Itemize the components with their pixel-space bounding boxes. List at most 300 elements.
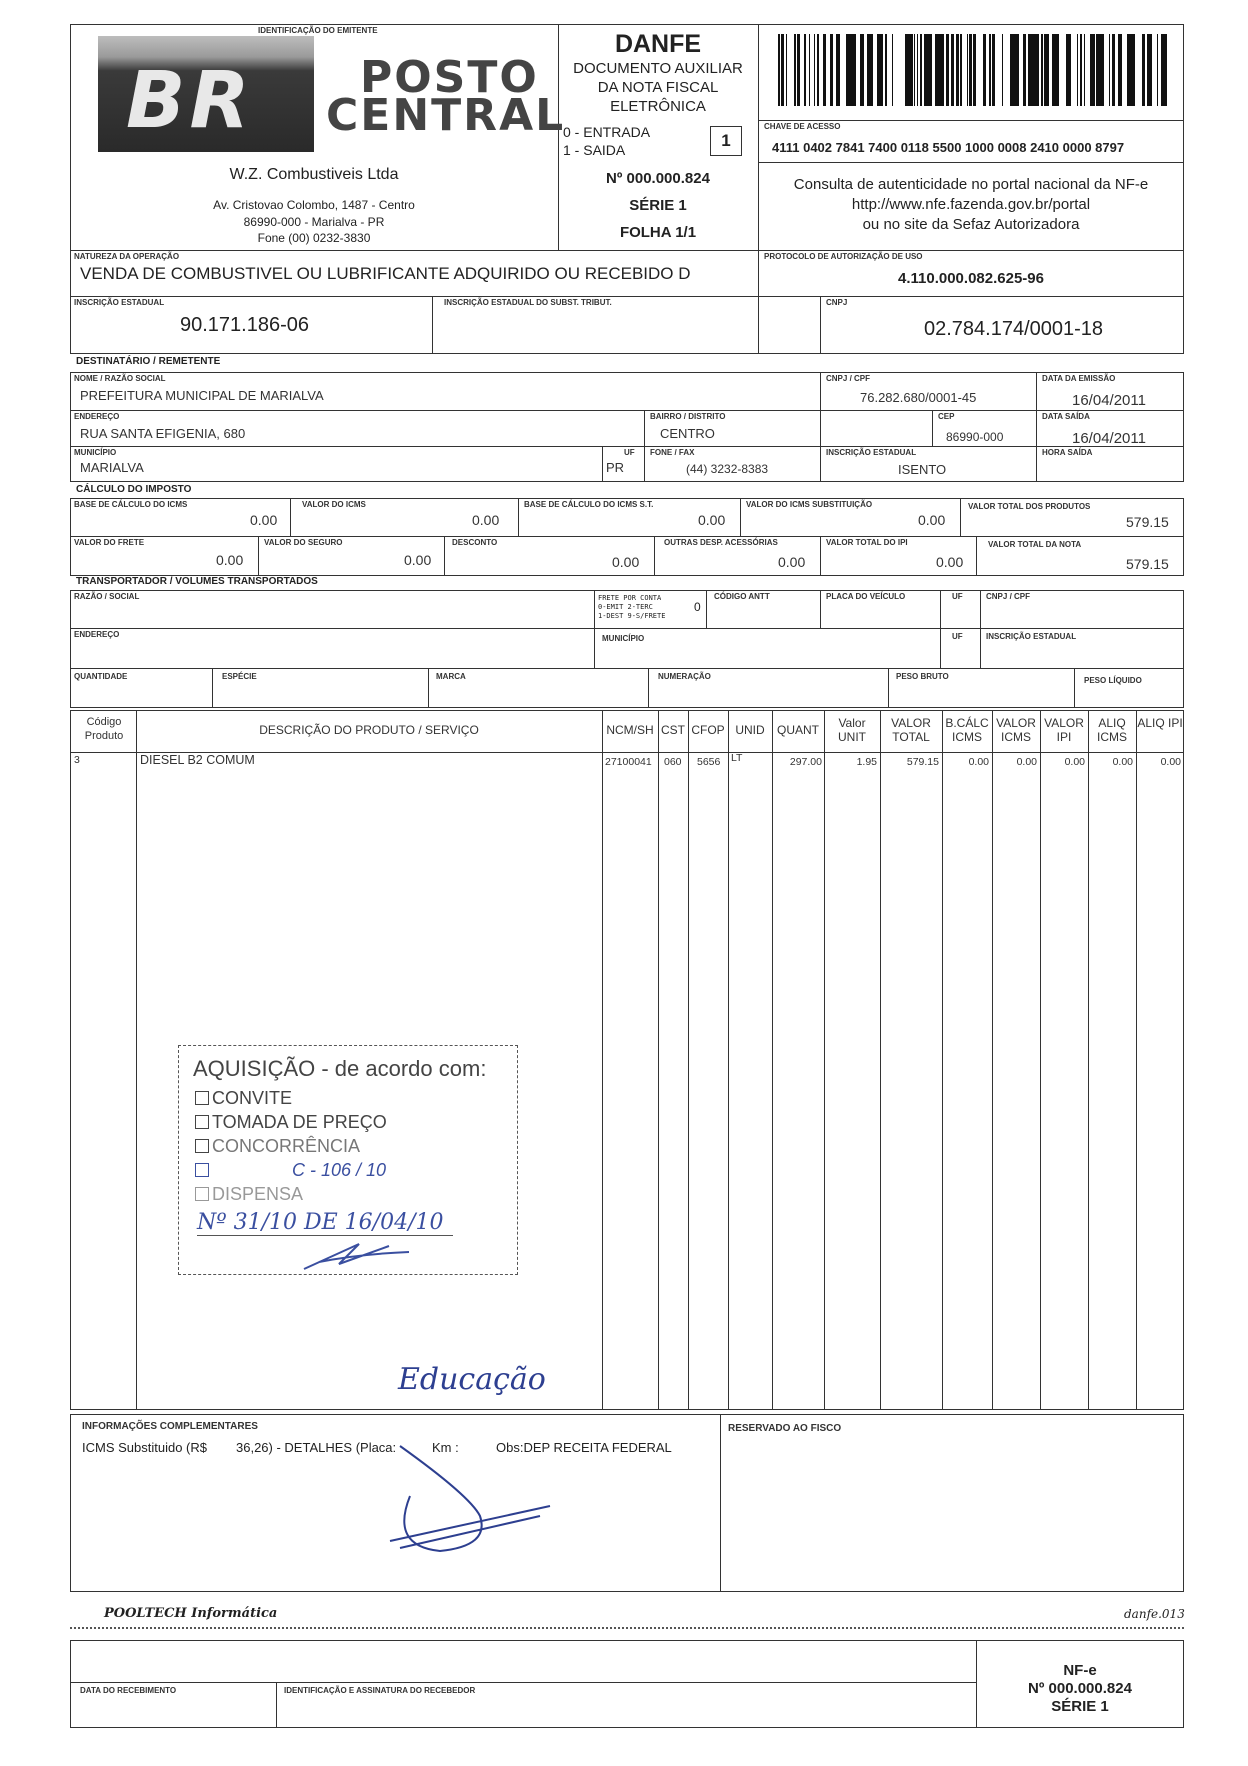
barcode-bar [814,34,815,106]
total-nota-value: 579.15 [1126,556,1169,572]
checkbox-checked-icon [195,1163,209,1177]
tipo-box: 1 [710,126,742,156]
barcode-bar [1120,34,1122,106]
dest-endereco-label: ENDEREÇO [74,412,120,421]
divider [70,296,1184,297]
total-nota-label: VALOR TOTAL DA NOTA [988,540,1082,549]
barcode-bar [1150,34,1151,106]
th-quant: QUANT [777,723,819,737]
table-column-divider [688,710,689,1410]
barcode-bar [853,34,856,106]
th-descricao: DESCRIÇÃO DO PRODUTO / SERVIÇO [259,723,479,737]
barcode-bar [1090,34,1092,106]
table-column-divider [824,710,825,1410]
barcode-bar [1118,34,1120,106]
consulta-line-3: ou no site da Sefaz Autorizadora [862,216,1080,233]
divider [980,590,981,668]
br-logo-text: BR [126,56,254,146]
barcode-bar [1052,34,1054,106]
dest-nome-label: NOME / RAZÃO SOCIAL [74,374,166,383]
divider [70,628,1184,629]
barcode-bar [910,34,913,106]
icms-label: VALOR DO ICMS [302,500,366,509]
barcode-bar [930,34,932,106]
stamp-option-concorrencia-label: CONCORRÊNCIA [212,1136,361,1156]
divider [758,120,1184,121]
barcode-bar [870,34,872,106]
stamp-option-concorrencia [195,1136,360,1157]
placa-label: PLACA DO VEÍCULO [826,592,906,601]
barcode-bar [1128,34,1130,106]
barcode-bar [880,34,882,106]
barcode-bar [1013,34,1014,106]
barcode-bar [967,34,968,106]
emitente-section-label: IDENTIFICAÇÃO DO EMITENTE [258,26,378,35]
stamp-signature-scribble [299,1234,419,1274]
table-column-divider [1136,710,1137,1410]
checkbox-icon [195,1091,209,1105]
barcode-bar [956,34,959,106]
barcode-bar [1162,34,1164,106]
barcode-bar [1092,34,1095,106]
info-text-2: 36,26) - DETALHES (Placa: [236,1440,397,1455]
especie-label: ESPÉCIE [222,672,257,681]
ie-st-label: INSCRIÇÃO ESTADUAL DO SUBST. TRIBUT. [444,298,612,307]
table-column-divider [602,710,603,1410]
ipi-value: 0.00 [936,554,964,570]
emissao-label: DATA DA EMISSÃO [1042,374,1116,383]
barcode-bar [942,34,944,106]
data-saida-value: 16/04/2011 [1072,430,1146,447]
natureza-value: VENDA DE COMBUSTIVEL OU LUBRIFICANTE ADQUIRIDO OU RECEBIDO D [80,264,691,283]
barcode-bar [1133,34,1135,106]
th-vicms: VALOR ICMS [996,716,1036,744]
barcode-bar [1165,34,1167,106]
barcode-bar [863,34,864,106]
handwritten-signature: Educação [398,1362,546,1397]
info-label: INFORMAÇÕES COMPLEMENTARES [82,1421,258,1432]
razao-label: RAZÃO / SOCIAL [74,592,140,601]
barcode-bar [914,34,915,106]
total-prod-label: VALOR TOTAL DOS PRODUTOS [968,502,1091,511]
barcode-bar [935,34,937,106]
vendor-name: POOLTECH Informática [104,1606,278,1621]
danfe-subtitle-2: DA NOTA FISCAL [597,79,719,96]
imposto-section: CÁLCULO DO IMPOSTO [76,484,192,495]
barcode-bar [993,34,995,106]
bc-st-label: BASE DE CÁLCULO DO ICMS S.T. [524,500,654,509]
cnpj-value: 02.784.174/0001-18 [924,318,1104,340]
th-codigo: Código Produto [84,716,124,742]
barcode-bar [983,34,986,106]
barcode-bar [1002,34,1003,106]
frete-conta-2: 0-EMIT 2-TERC [598,603,653,611]
barcode-bar [847,34,850,106]
transp-municipio-label: MUNICÍPIO [602,634,645,643]
barcode-bar [1036,34,1039,106]
stamp-option-convite-label: CONVITE [212,1088,293,1108]
td-descricao: DIESEL B2 COMUM [140,753,255,767]
barcode-bar [1109,34,1110,106]
stamp-option-convite [195,1088,292,1109]
table-column-divider [1088,710,1089,1410]
stamp-option-dispensa-label: DISPENSA [212,1184,304,1204]
bc-icms-label: BASE DE CÁLCULO DO ICMS [74,500,188,509]
barcode-bar [908,34,910,106]
th-unid: UNID [735,723,765,737]
divider [740,498,741,536]
barcode-bar [1099,34,1102,106]
td-aipi: 0.00 [1160,756,1181,768]
barcode-bar [992,34,993,106]
receipt-serie: SÉRIE 1 [1051,1698,1109,1715]
divider [644,410,645,482]
barcode-bar [973,34,974,106]
td-vunit: 1.95 [856,756,877,768]
stamp-handwritten-number: C - 106 / 10 [292,1160,387,1180]
frete-conta-value: 0 [694,600,701,614]
antt-label: CÓDIGO ANTT [714,592,770,601]
transp-uf2-label: UF [952,632,963,641]
ie-label: INSCRIÇÃO ESTADUAL [74,298,165,307]
divider [70,536,1184,537]
frete-conta-1: FRETE POR CONTA [598,594,662,602]
table-column-divider [942,710,943,1410]
data-saida-label: DATA SAÍDA [1042,412,1090,421]
barcode-bar [1054,34,1057,106]
uf-value: PR [606,460,625,475]
divider [940,590,941,668]
barcode-bar [1047,34,1049,106]
divider [70,668,1184,669]
transportador-section: TRANSPORTADOR / VOLUMES TRANSPORTADOS [76,576,318,587]
barcode-bar [830,34,833,106]
td-ncm: 27100041 [605,756,652,768]
divider [888,668,889,708]
brand-line1: POSTO [360,52,539,103]
divider [594,590,595,668]
th-aicms: ALIQ ICMS [1097,716,1127,744]
barcode-bar [1080,34,1082,106]
table-column-divider [658,710,659,1410]
danfe-title: DANFE [614,30,702,58]
divider [1036,372,1037,482]
barcode-bar [1044,34,1047,106]
frete-value: 0.00 [216,552,244,568]
barcode-bar [1144,34,1145,106]
divider [258,536,259,576]
checkbox-icon [195,1115,209,1129]
dest-endereco: RUA SANTA EFIGENIA, 680 [80,426,246,441]
barcode-bar [817,34,818,106]
receipt-numero: Nº 000.000.824 [1028,1680,1132,1697]
td-vipi: 0.00 [1064,756,1085,768]
table-column-divider [1040,710,1041,1410]
desconto-label: DESCONTO [452,538,498,547]
barcode-bar [1096,34,1099,106]
th-cfop: CFOP [691,723,725,737]
barcode-bar [1057,34,1059,106]
table-column-divider [992,710,993,1410]
barcode-bar [946,34,949,106]
ie-value: 90.171.186-06 [180,314,310,336]
divider [70,410,1184,411]
divider [932,410,933,446]
company-phone: Fone (00) 0232-3830 [257,231,371,245]
stamp-title: AQUISIÇÃO - de acordo com: [193,1056,487,1081]
icms-st-value: 0.00 [918,512,946,528]
checkbox-icon [195,1187,209,1201]
barcode-bar [818,34,819,106]
barcode-bar [786,34,787,106]
bairro-value: CENTRO [660,426,715,441]
frete-conta-3: 1-DEST 9-S/FRETE [598,612,666,620]
divider [960,498,961,536]
barcode-bar [960,34,962,106]
barcode-bar [1035,34,1036,106]
barcode-bar [989,34,991,106]
th-aipi: ALIQ IPI [1137,716,1183,730]
barcode-bar [1023,34,1024,106]
danfe-subtitle-1: DOCUMENTO AUXILIAR [573,60,743,77]
stamp-option-tomada-label: TOMADA DE PREÇO [212,1112,387,1132]
stamp-option-dispensa [195,1184,303,1205]
stamp-option-tomada [195,1112,387,1133]
divider [758,162,1184,163]
barcode-bar [1034,34,1035,106]
divider [820,296,821,354]
checkbox-icon [195,1139,209,1153]
chave-label: CHAVE DE ACESSO [764,122,841,131]
cut-line [70,1627,1184,1629]
bc-icms-value: 0.00 [250,512,278,528]
info-signature-scribble [380,1436,560,1556]
icms-value: 0.00 [472,512,500,528]
barcode-bar [846,34,847,106]
barcode-bar [778,34,780,106]
barcode-bar [892,34,893,106]
cep-label: CEP [938,412,955,421]
barcode-bar [927,34,930,106]
desconto-value: 0.00 [612,554,640,570]
info-text-1: ICMS Substituido (R$ [82,1440,207,1455]
barcode-bar [872,34,873,106]
dest-ie-label: INSCRIÇÃO ESTADUAL [826,448,917,457]
divider [70,1682,976,1683]
danfe-serie: SÉRIE 1 [629,197,687,214]
barcode-bar [969,34,972,106]
cnpj-label: CNPJ [826,298,848,307]
document-code: danfe.013 [1124,1607,1185,1621]
danfe-numero: Nº 000.000.824 [606,170,710,187]
td-codigo: 3 [74,754,80,766]
barcode-bar [1066,34,1068,106]
divider [720,1414,721,1592]
barcode-bar [1031,34,1034,106]
municipio-value: MARIALVA [80,460,144,475]
barcode-bar [877,34,880,106]
barcode-bar [940,34,942,106]
th-bcicms: B.CÁLC ICMS [945,716,989,744]
barcode-bar [1164,34,1165,106]
barcode-bar [925,34,927,106]
quantidade-label: QUANTIDADE [74,672,128,681]
transp-endereco-label: ENDEREÇO [74,630,120,639]
barcode-bar [850,34,853,106]
dest-cnpj: 76.282.680/0001-45 [860,390,977,405]
barcode-bar [1028,34,1031,106]
barcode-bar [838,34,840,106]
consulta-line-1: Consulta de autenticidade no portal nacional da NF-e [793,176,1149,193]
fone-value: (44) 3232-8383 [686,462,769,476]
protocolo-value: 4.110.000.082.625-96 [898,270,1044,287]
transp-cnpj-label: CNPJ / CPF [986,592,1031,601]
peso-bruto-label: PESO BRUTO [896,672,949,681]
fisco-label: RESERVADO AO FISCO [728,1423,842,1434]
divider [432,296,433,354]
barcode-bar [975,34,976,106]
barcode-bar [1130,34,1133,106]
stamp-option-dispensa-check [195,1160,386,1181]
uf-label: UF [624,448,635,457]
barcode-bar [781,34,783,106]
barcode-bar [1102,34,1104,106]
barcode-bar [809,34,810,106]
divider [654,536,655,576]
company-address-1: Av. Cristovao Colombo, 1487 - Centro [213,198,415,212]
numeracao-label: NUMERAÇÃO [658,672,711,681]
transp-uf-label: UF [952,592,963,601]
transp-ie-label: INSCRIÇÃO ESTADUAL [986,632,1077,641]
dest-nome: PREFEITURA MUNICIPAL DE MARIALVA [80,388,324,403]
barcode-bar [920,34,922,106]
bairro-label: BAIRRO / DISTRITO [650,412,726,421]
divider [518,498,519,536]
barcode-bar [905,34,906,106]
divider [290,498,291,536]
stamp-numero: Nº 31/10 DE 16/04/10 [197,1210,453,1236]
assinatura-label: IDENTIFICAÇÃO E ASSINATURA DO RECEBEDOR [284,1686,476,1695]
barcode-bar [1157,34,1158,106]
barcode-bar [906,34,908,106]
td-cfop: 5656 [697,756,721,768]
frete-label: VALOR DO FRETE [74,538,145,547]
td-vicms: 0.00 [1016,756,1037,768]
barcode-bar [1127,34,1128,106]
destinatario-section: DESTINATÁRIO / REMETENTE [76,356,221,367]
barcode-bar [823,34,826,106]
brand-line2: CENTRAL [326,90,566,141]
divider [212,668,213,708]
divider [444,536,445,576]
divider [820,372,821,482]
divider [648,668,649,708]
barcode-bar [1068,34,1071,106]
barcode-bar [868,34,870,106]
total-prod-value: 579.15 [1126,514,1169,530]
divider [820,590,821,628]
barcode-bar [1014,34,1017,106]
table-column-divider [880,710,881,1410]
bc-st-value: 0.00 [698,512,726,528]
barcode-bar [794,34,796,106]
barcode-bar [917,34,918,106]
company-name: W.Z. Combustiveis Ltda [229,166,399,183]
table-column-divider [136,710,137,1410]
td-cst: 060 [664,756,682,768]
emissao-value: 16/04/2011 [1072,392,1146,409]
divider [602,446,603,482]
company-address-2: 86990-000 - Marialva - PR [243,215,385,229]
consulta-line-2: http://www.nfe.fazenda.gov.br/portal [851,196,1091,213]
barcode-bar [1142,34,1144,106]
receipt-nfe: NF-e [1063,1662,1097,1679]
divider [428,668,429,708]
outras-label: OUTRAS DESP. ACESSÓRIAS [664,538,778,547]
cep-value: 86990-000 [946,430,1004,444]
td-aicms: 0.00 [1112,756,1133,768]
barcode-bar [783,34,784,106]
saida-option: 1 - SAIDA [563,142,626,158]
entrada-option: 0 - ENTRADA [563,124,651,140]
barcode [778,34,1168,106]
divider [70,446,1184,447]
outras-value: 0.00 [778,554,806,570]
barcode-bar [1041,34,1043,106]
barcode-bar [1010,34,1013,106]
barcode-bar [974,34,975,106]
barcode-bar [867,34,868,106]
fone-label: FONE / FAX [650,448,695,457]
divider [706,590,707,628]
td-vtotal: 579.15 [906,756,939,768]
th-cst: CST [661,723,685,737]
barcode-bar [1084,34,1085,106]
recebimento-label: DATA DO RECEBIMENTO [80,1686,177,1695]
divider [976,536,977,576]
barcode-bar [951,34,954,106]
barcode-bar [1017,34,1019,106]
divider [276,1682,277,1728]
info-text-4: Obs:DEP RECEITA FEDERAL [496,1440,672,1455]
danfe-subtitle-3: ELETRÔNICA [610,98,706,115]
seguro-value: 0.00 [404,552,432,568]
barcode-bar [885,34,887,106]
td-quant: 297.00 [789,756,822,768]
table-column-divider [772,710,773,1410]
br-logo [98,36,314,152]
barcode-bar [1077,34,1078,106]
barcode-bar [882,34,883,106]
info-text-3: Km : [432,1440,459,1455]
th-vunit: Valor UNIT [838,716,866,744]
td-bcicms: 0.00 [968,756,989,768]
barcode-bar [1151,34,1152,106]
ipi-label: VALOR TOTAL DO IPI [826,538,908,547]
dest-cnpj-label: CNPJ / CPF [826,374,871,383]
marca-label: MARCA [436,672,466,681]
barcode-bar [1024,34,1026,106]
barcode-bar [836,34,838,106]
municipio-label: MUNICÍPIO [74,448,117,457]
divider [758,250,1184,251]
danfe-folha: FOLHA 1/1 [619,224,697,241]
td-unid: LT [731,752,743,764]
icms-st-label: VALOR DO ICMS SUBSTITUIÇÃO [746,500,873,509]
natureza-label: NATUREZA DA OPERAÇÃO [74,252,180,261]
divider [820,536,821,576]
divider [70,250,758,251]
